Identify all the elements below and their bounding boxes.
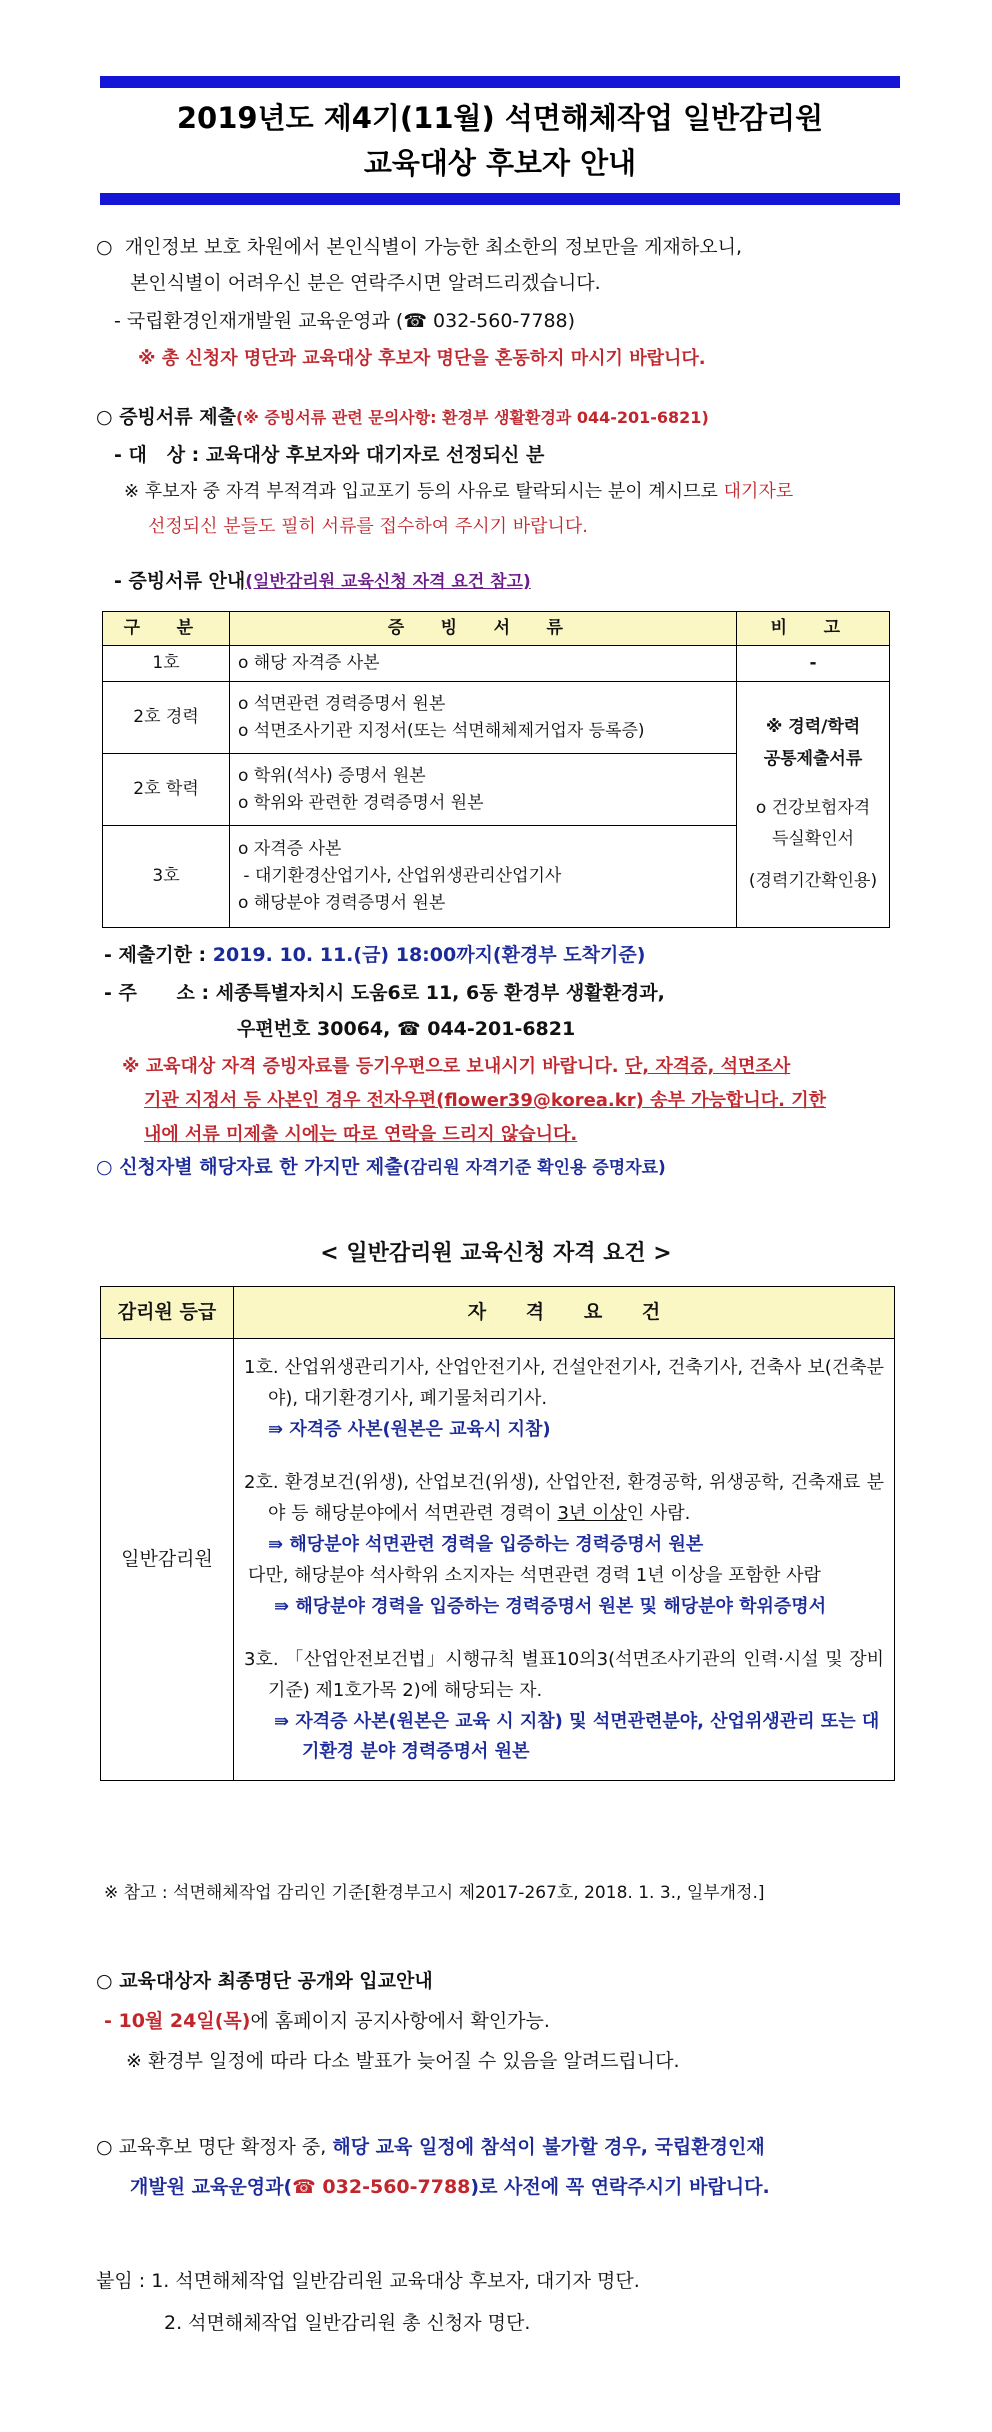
row-items: [230, 826, 737, 928]
one-item-note: (감리원 자격기준 확인용 증명자료): [402, 1158, 666, 1178]
attach-item-1: 1. 석면해체작업 일반감리원 교육대상 후보자, 대기자 명단.: [151, 2270, 640, 2292]
header-grade: 감리원 등급: [101, 1287, 234, 1339]
row-item: o 학위(석사) 증명서 원본: [238, 765, 426, 786]
header-category: 구 분: [103, 612, 230, 646]
intro-line-2: 본인식별이 어려우신 분은 연락주시면 알려드리겠습니다.: [130, 272, 601, 294]
absence-1b: 해당 교육 일정에 참석이 불가할 경우, 국립환경인재: [332, 2136, 765, 2158]
row-item: o 해당분야 경력증명서 원본: [238, 893, 446, 914]
row-items: [230, 682, 737, 754]
docs-note-line-1: [124, 477, 793, 506]
page-title: [100, 88, 900, 193]
announce-date-text: 에 홈페이지 공지사항에서 확인가능.: [250, 2010, 550, 2032]
absence-1a: ○ 교육후보 명단 확정자 중,: [96, 2136, 333, 2158]
docs-heading: ○ 증빙서류 제출: [96, 406, 236, 428]
row-item: o 해당 자격증 사본: [238, 653, 380, 673]
header-requirements: 자 격 요 건: [234, 1287, 895, 1339]
req-item-1: 1호. 산업위생관리기사, 산업안전기사, 건설안전기사, 건축기사, 건축사 보(건축분야), 대기환경기사, 폐기물처리기사.: [244, 1357, 884, 1409]
address-value-1: 세종특별자치시 도움6로 11, 6동 환경부 생활환경과,: [215, 982, 665, 1004]
row-category: 3호: [103, 826, 230, 928]
intro-contact: - 국립환경인재개발원 교육운영과 (☎ 032-560-7788): [114, 310, 576, 332]
documents-table: [102, 611, 890, 928]
intro-text-1: 개인정보 보호 차원에서 본인식별이 가능한 최소한의 정보만을 게재하오니,: [124, 236, 742, 258]
remark-2: o 건강보험자격: [755, 797, 871, 818]
address-label: - 주 소 :: [104, 982, 216, 1004]
announce-note: ※ 환경부 일정에 따라 다소 발표가 늦어질 수 있음을 알려드립니다.: [126, 2050, 680, 2072]
deadline-value: 2019. 10. 11.(금) 18:00까지(환경부 도착기준): [212, 944, 646, 966]
one-item: ○ 신청자별 해당자료 한 가지만 제출: [96, 1156, 403, 1178]
req-item-2-end: 인 사람.: [626, 1502, 691, 1524]
req-item-2-extra: 다만, 해당분야 석사학위 소지자는 석면관련 경력 1년 이상을 포함한 사람: [248, 1564, 821, 1586]
req-item-2-text: 2호. 환경보건(위생), 산업보건(위생), 산업안전, 환경공학, 위생공학, 건축재료 분야 등 해당분야에서 석면관련 경력이: [244, 1471, 884, 1524]
row-item: o 석면조사기관 지정서(또는 석면해체제거업자 등록증): [238, 720, 645, 741]
title-bottom-bar: [100, 193, 900, 205]
row-item: o 자격증 사본: [238, 838, 342, 859]
row-category: 2호 경력: [103, 682, 230, 754]
attach-item-2: 2. 석면해체작업 일반감리원 총 신청자 명단.: [164, 2312, 531, 2334]
absence-2c: )로 사전에 꼭 연락주시기 바랍니다.: [470, 2176, 770, 2198]
row-item: o 석면관련 경력증명서 원본: [238, 693, 446, 714]
docs-heading-note: (※ 증빙서류 관련 문의사항: 환경부 생활환경과 044-201-6821): [235, 408, 709, 427]
remark-bold-1: ※ 경력/학력: [765, 717, 861, 738]
header-documents: 증 빙 서 류: [230, 612, 737, 646]
requirements-cell: [234, 1339, 895, 1781]
row-category: 2호 학력: [103, 754, 230, 826]
req-item-1-arrow: ⇛ 자격증 사본(원본은 교육시 지참): [268, 1418, 551, 1440]
absence-2b: ☎ 032-560-7788: [292, 2176, 471, 2198]
absence-2a: 개발원 교육운영과(: [130, 2176, 293, 2198]
submit-red-line-3: 내에 서류 미제출 시에는 따로 연락을 드리지 않습니다.: [144, 1124, 578, 1145]
row-items: [230, 646, 737, 682]
remark-cell: [737, 682, 890, 928]
req-item-2-arrow-2: ⇛ 해당분야 경력을 입증하는 경력증명서 원본 및 해당분야 학위증명서: [274, 1595, 827, 1617]
docs-guide-ref: (일반감리원 교육신청 자격 요건 참고): [245, 572, 531, 592]
docs-guide-line: [114, 566, 531, 597]
announce-date-line: [104, 2006, 550, 2037]
grade-cell: 일반감리원: [101, 1339, 234, 1781]
submit-red-2a: 기관 지정서 등 사본인 경우 전자우편(flower39@korea.kr) 송부 가능합니다.: [144, 1090, 785, 1111]
title-line-1: 2019년도 제4기(11월) 석면해체작업 일반감리원: [176, 101, 824, 135]
header-remarks: 비 고: [737, 612, 890, 646]
address-line-1: [104, 978, 665, 1009]
submit-red-line-1: [122, 1052, 790, 1081]
attach-label: 붙임 :: [96, 2270, 152, 2292]
req-item-2-arrow: ⇛ 해당분야 석면관련 경력을 입증하는 경력증명서 원본: [268, 1533, 704, 1555]
req-item-3-arrow: ⇛ 자격증 사본(원본은 교육 시 지참) 및 석면관련분야, 산업위생관리 또는 대기환경 분야 경력증명서 원본: [274, 1710, 880, 1763]
docs-note-line-2: 선정되신 분들도 필히 서류를 접수하여 주시기 바랍니다.: [148, 516, 588, 537]
submit-red-2b: 기한: [784, 1090, 826, 1111]
absence-line-2: [130, 2172, 770, 2203]
title-top-bar: [100, 76, 900, 88]
docs-target-text: 교육대상 후보자와 대기자로 선정되신 분: [205, 444, 545, 466]
announce-dash: -: [104, 2010, 119, 2032]
announce-heading: ○ 교육대상자 최종명단 공개와 입교안내: [96, 1970, 433, 1992]
docs-target: [114, 440, 544, 471]
title-block: [100, 76, 900, 205]
docs-target-label: - 대 상 :: [114, 444, 206, 466]
docs-note-b: 대기자로: [723, 481, 794, 502]
intro-line-1: [96, 232, 742, 263]
docs-note-a: ※ 후보자 중 자격 부적격과 입교포기 등의 사유로 탈락되시는 분이 계시므로: [124, 481, 724, 502]
announce-date: 10월 24일(목): [118, 2010, 251, 2032]
row-item: o 학위와 관련한 경력증명서 원본: [238, 792, 484, 813]
documents-table-header: [103, 612, 890, 646]
requirements-reference: ※ 참고 : 석면해체작업 감리인 기준[환경부고시 제2017-267호, 2018. 1. 3., 일부개정.]: [104, 1883, 765, 1903]
intro-warning: ※ 총 신청자 명단과 교육대상 후보자 명단을 혼동하지 마시기 바랍니다.: [138, 348, 706, 369]
table-row: [101, 1339, 895, 1781]
requirements-table: [100, 1286, 895, 1781]
remark-bold-2: 공통제출서류: [763, 748, 863, 769]
table-row: [103, 682, 890, 754]
title-line-2: 교육대상 후보자 안내: [363, 145, 637, 180]
row-item: - 대기환경산업기사, 산업위생관리산업기사: [238, 866, 562, 887]
deadline-label: - 제출기한 :: [104, 944, 213, 966]
submit-red-line-2: [144, 1086, 826, 1115]
submit-red-1a: ※ 교육대상 자격 증빙자료를 등기우편으로 보내시기 바랍니다.: [122, 1056, 625, 1077]
requirements-heading: < 일반감리원 교육신청 자격 요건 >: [320, 1241, 672, 1266]
remark-4: (경력기간확인용): [748, 870, 878, 891]
address-line-2: 우편번호 30064, ☎ 044-201-6821: [237, 1018, 576, 1040]
docs-guide: - 증빙서류 안내: [114, 570, 246, 592]
row-items: [230, 754, 737, 826]
intro-bullet: ○: [96, 236, 113, 258]
row-category: 1호: [103, 646, 230, 682]
submit-red-1b: 단, 자격증, 석면조사: [624, 1056, 791, 1077]
req-item-2: [244, 1468, 884, 1530]
absence-line-1: [96, 2132, 765, 2163]
one-item-line: [96, 1152, 666, 1183]
req-item-3: 3호. 「산업안전보건법」시행규칙 별표10의3(석면조사기관의 인력·시설 및 장비기준) 제1호가목 2)에 해당되는 자.: [244, 1648, 884, 1701]
docs-heading-line: [96, 402, 709, 433]
requirements-table-header: [101, 1287, 895, 1339]
table-row: [103, 646, 890, 682]
attach-line-1: [96, 2266, 640, 2297]
deadline-line: [104, 940, 645, 971]
req-item-2-underline: 3년 이상: [557, 1502, 627, 1524]
remark-3: 득실확인서: [771, 829, 855, 850]
remark-dash: -: [737, 646, 890, 682]
